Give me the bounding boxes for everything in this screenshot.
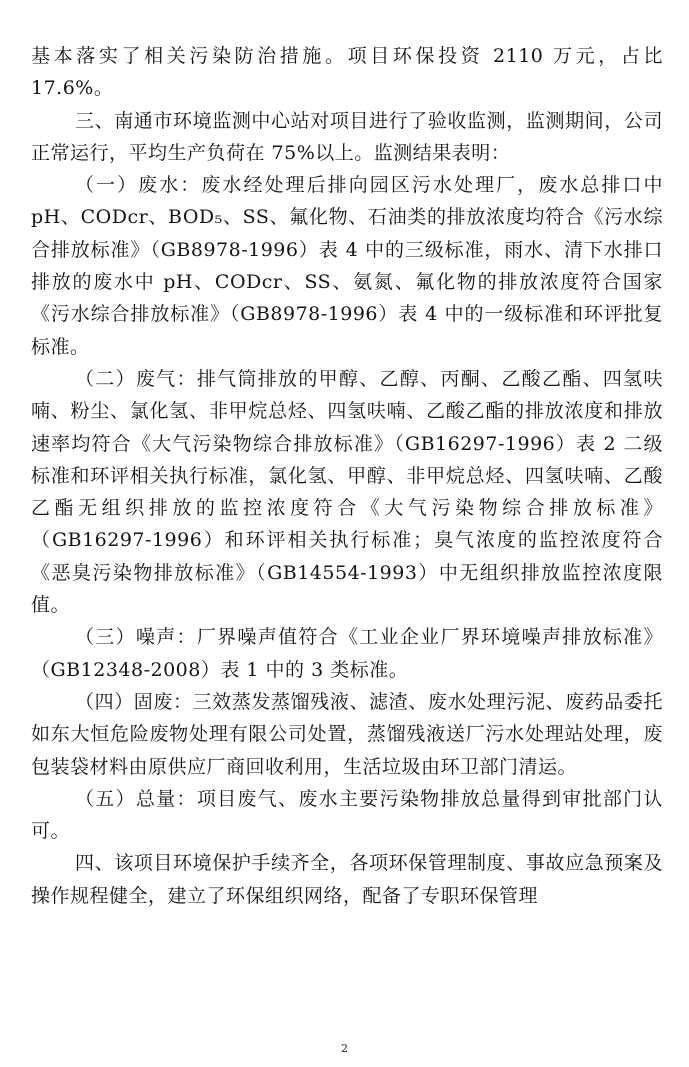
paragraph-wastewater: （一）废水：废水经处理后排向园区污水处理厂，废水总排口中 pH、CODcr、BOD₅、SS、氟化物、石油类的排放浓度均符合《污水综合排放标准》（GB8978-1996）表 4 中的三级标准，雨水、清下水排口排放的废水中 pH、CODcr、SS、氨氮、氟化物的排放浓度符合国家《污水综合排放标准》（GB8978-1996）表 4 中的一级标准和环评批复标准。 — [31, 174, 663, 358]
paragraph-total-amount: （五）总量：项目废气、废水主要污染物排放总量得到审批部门认可。 — [31, 787, 663, 843]
paragraph-investment-continued: 基本落实了相关污染防治措施。项目环保投资 2110 万元，占比 17.6%。 — [31, 45, 663, 100]
paragraph-monitoring-section: 三、南通市环境监测中心站对项目进行了验收监测，监测期间，公司正常运行，平均生产负荷在 75%以上。监测结果表明： — [31, 109, 663, 164]
paragraph-exhaust-gas: （二）废气：排气筒排放的甲醇、乙醇、丙酮、乙酸乙酯、四氢呋喃、粉尘、氯化氢、非甲烷总烃、四氢呋喃、乙酸乙酯的排放浓度和排放速率均符合《大气污染物综合排放标准》（GB16297-1996）表 2 二级标准和环评相关执行标准，氯化氢、甲醇、非甲烷总烃、四氢呋喃、乙酸乙酯无组织排放的监控浓度符合《大气污染物综合排放标准》（GB16297-1996）和环评相关执行标准；臭气浓度的监控浓度符合《恶臭污染物排放标准》（GB14554-1993）中无组织排放监控浓度限值。 — [31, 367, 663, 617]
page-number: 2 — [341, 1042, 348, 1055]
document-body — [31, 40, 663, 912]
paragraph-environmental-procedures: 四、该项目环境保护手续齐全，各项环保管理制度、事故应急预案及操作规程健全，建立了环保组织网络，配备了专职环保管理 — [31, 852, 663, 907]
paragraph-noise: （三）噪声：厂界噪声值符合《工业企业厂界环境噪声排放标准》（GB12348-2008）表 1 中的 3 类标准。 — [31, 626, 663, 681]
paragraph-solid-waste: （四）固废：三效蒸发蒸馏残液、滤渣、废水处理污泥、废药品委托如东大恒危险废物处理有限公司处置，蒸馏残液送厂污水处理站处理，废包装袋材料由原供应厂商回收利用，生活垃圾由环卫部门清运。 — [31, 690, 663, 778]
